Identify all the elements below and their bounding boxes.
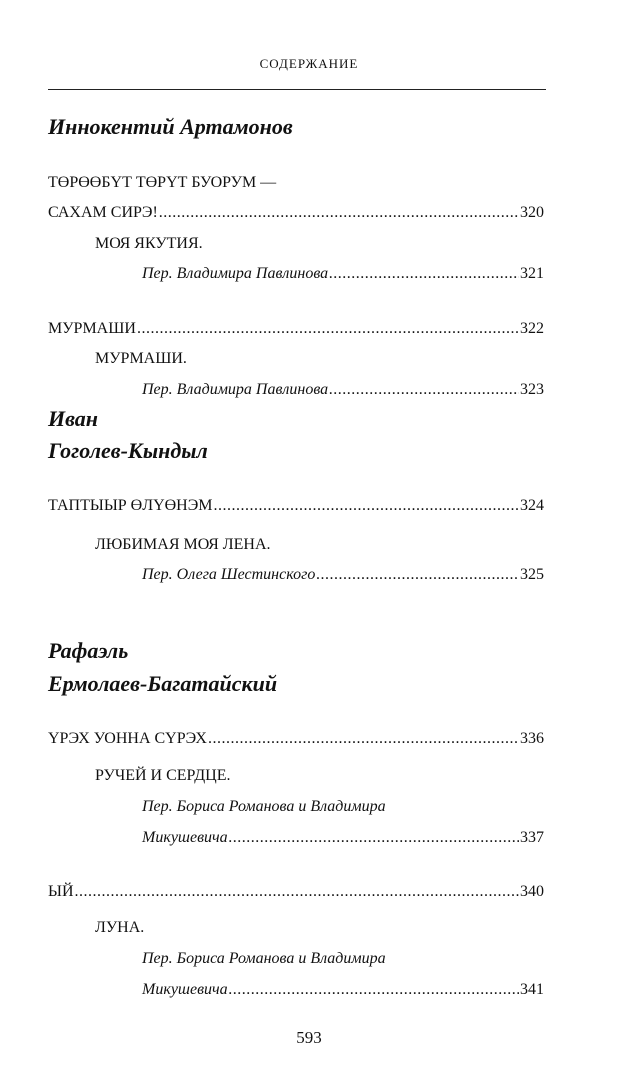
toc-entry — [95, 766, 231, 786]
leader-dots — [329, 264, 519, 284]
toc-entry — [48, 496, 544, 516]
leader-dots — [329, 380, 519, 400]
leader-dots — [75, 882, 519, 902]
entry-title: ТӨРӨӨБҮТ ТӨРҮТ БУОРУМ — — [48, 174, 277, 191]
toc-entry — [48, 203, 544, 223]
entry-title: Микушевича — [142, 829, 228, 846]
toc-entry — [48, 882, 544, 902]
leader-dots — [316, 565, 519, 585]
entry-page: 325 — [520, 566, 544, 583]
entry-title: Пер. Олега Шестинского — [142, 566, 316, 583]
entry-page: 320 — [520, 204, 544, 221]
toc-entry — [142, 949, 386, 969]
leader-dots — [159, 203, 519, 223]
author-last-name: Гоголев-Кындыл — [48, 438, 208, 463]
toc-entry — [142, 797, 386, 817]
entry-title: САХАМ СИРЭ! — [48, 204, 158, 221]
entry-page: 341 — [520, 981, 544, 998]
leader-dots — [137, 319, 519, 339]
entry-title: Микушевича — [142, 981, 228, 998]
toc-entry — [48, 173, 276, 193]
entry-title: ЛЮБИМАЯ МОЯ ЛЕНА. — [95, 536, 271, 553]
leader-dots — [229, 980, 519, 1000]
toc-entry — [142, 264, 544, 284]
author-first-name: Иван — [48, 406, 99, 431]
toc-entry — [142, 565, 544, 585]
leader-dots — [214, 496, 519, 516]
toc-entry — [95, 535, 271, 555]
toc-entry — [142, 828, 544, 848]
page-number: 593 — [296, 1028, 322, 1047]
entry-title: МОЯ ЯКУТИЯ. — [95, 235, 203, 252]
entry-page: 324 — [520, 497, 544, 514]
running-header: СОДЕРЖАНИЕ — [259, 56, 359, 71]
toc-entry — [142, 980, 544, 1000]
leader-dots — [229, 828, 519, 848]
entry-page: 321 — [520, 265, 544, 282]
author-name: Иннокентий Артамонов — [48, 114, 293, 139]
leader-dots — [208, 729, 519, 749]
entry-page: 323 — [520, 381, 544, 398]
entry-title: Пер. Бориса Романова и Владимира — [142, 798, 386, 815]
entry-page: 337 — [520, 829, 544, 846]
toc-entry — [48, 319, 544, 339]
entry-page: 336 — [520, 730, 544, 747]
entry-page: 340 — [520, 883, 544, 900]
entry-page: 322 — [520, 320, 544, 337]
entry-title: Пер. Бориса Романова и Владимира — [142, 950, 386, 967]
toc-entry — [48, 729, 544, 749]
header-rule — [48, 89, 546, 90]
entry-title: ЫЙ — [48, 883, 74, 900]
entry-title: ТАПТЫЫР ӨЛҮӨНЭМ — [48, 497, 213, 514]
entry-title: МУРМАШИ. — [95, 350, 187, 367]
entry-title: Пер. Владимира Павлинова — [142, 265, 329, 282]
entry-title: МУРМАШИ — [48, 320, 136, 337]
toc-entry — [142, 380, 544, 400]
toc-entry — [95, 234, 203, 254]
toc-entry — [95, 918, 144, 938]
author-first-name: Рафаэль — [48, 638, 129, 663]
entry-title: Пер. Владимира Павлинова — [142, 381, 329, 398]
entry-title: РУЧЕЙ И СЕРДЦЕ. — [95, 767, 231, 784]
entry-title: ҮРЭХ УОННА СҮРЭХ — [48, 730, 207, 747]
author-last-name: Ермолаев-Багатайский — [48, 671, 278, 696]
toc-entry — [95, 349, 187, 369]
entry-title: ЛУНА. — [95, 919, 145, 936]
